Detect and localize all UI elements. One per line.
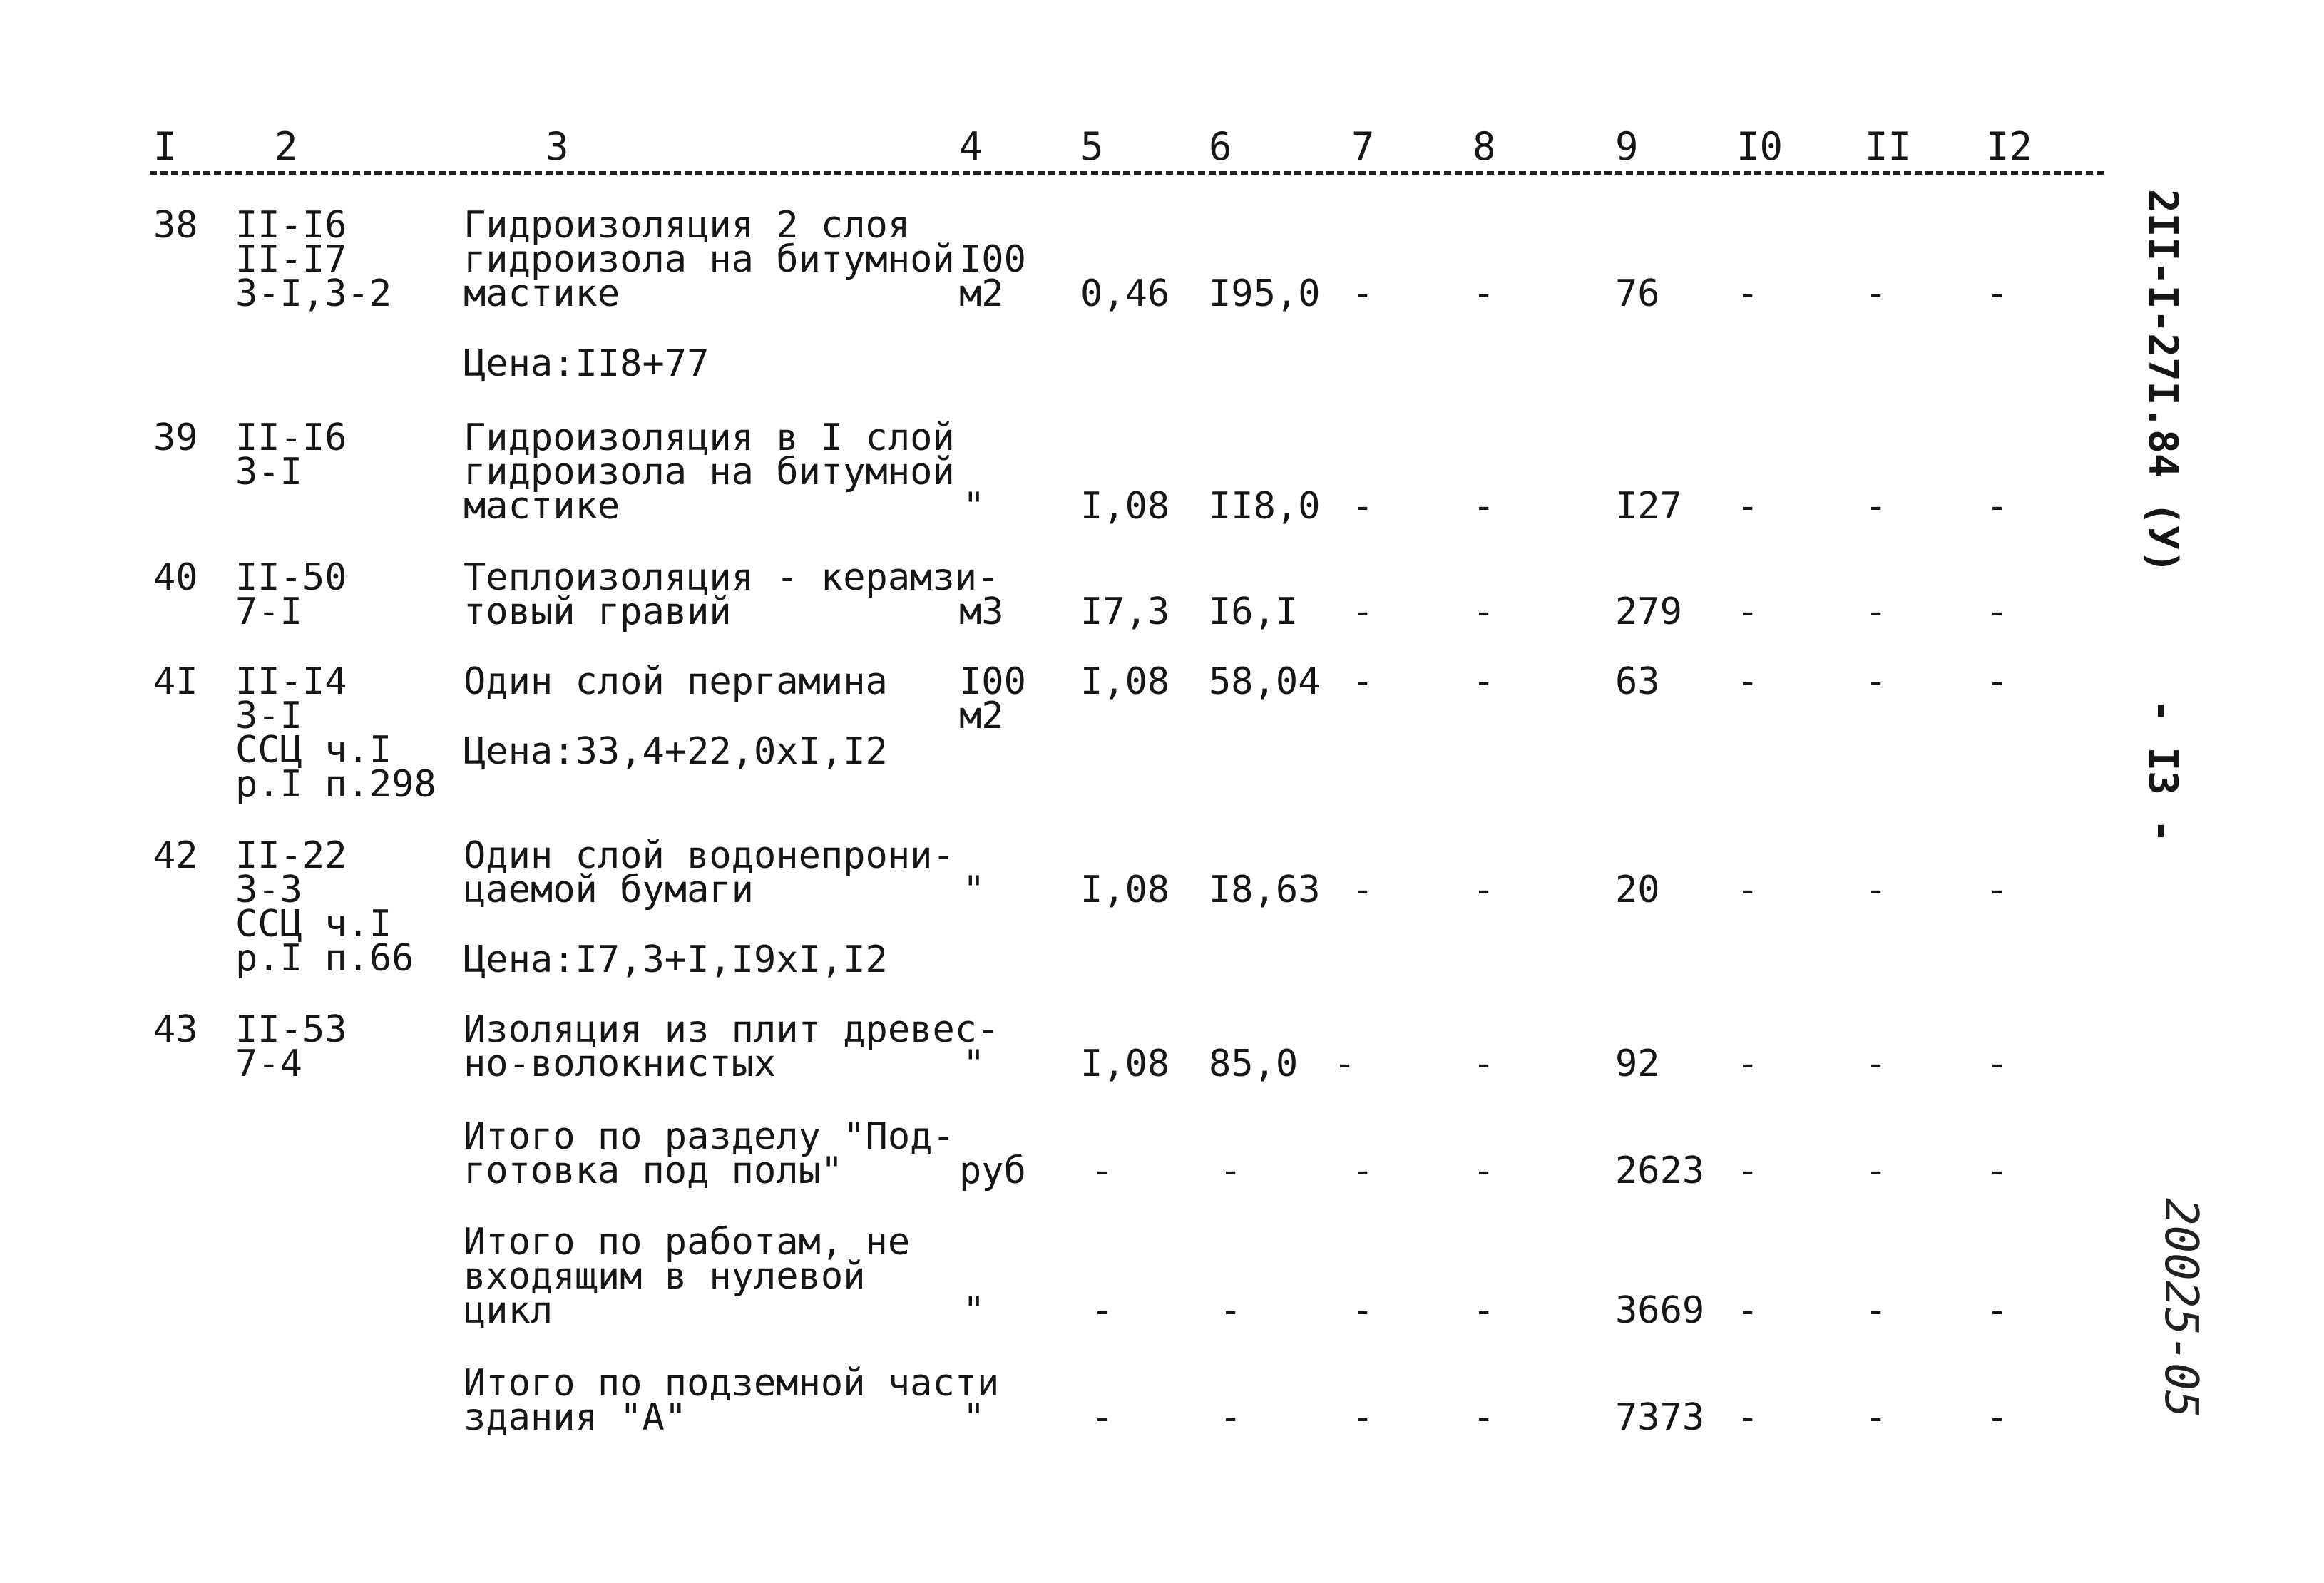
row-39-desc-2: гидроизола на битумной bbox=[464, 451, 955, 493]
row-40-c7: - bbox=[1351, 590, 1374, 633]
row-38-price: Цена:II8+77 bbox=[464, 342, 710, 385]
col-header-5: 5 bbox=[1080, 124, 1104, 169]
row-43-c7: - bbox=[1334, 1042, 1356, 1085]
total-section-unit: руб bbox=[959, 1149, 1026, 1192]
total-underground-desc-2: здания "А" bbox=[464, 1396, 687, 1439]
row-40-desc-1: Теплоизоляция - керамзи- bbox=[464, 556, 1000, 599]
row-40-code-1: II-50 bbox=[235, 556, 347, 599]
row-38-c8: - bbox=[1473, 272, 1495, 315]
row-41-c10: - bbox=[1736, 660, 1759, 703]
header-rule bbox=[150, 171, 2104, 175]
row-41-c7: - bbox=[1351, 660, 1374, 703]
row-40-c11: - bbox=[1865, 590, 1888, 633]
row-43-c11: - bbox=[1865, 1042, 1888, 1085]
row-43-num: 43 bbox=[153, 1008, 198, 1051]
row-42-c12: - bbox=[1986, 869, 2009, 911]
row-42-qty: I,08 bbox=[1080, 869, 1170, 911]
total-section-c8: - bbox=[1473, 1149, 1495, 1192]
row-39-c9: I27 bbox=[1615, 485, 1682, 528]
row-39-c8: - bbox=[1473, 485, 1495, 528]
row-39-unit: " bbox=[963, 485, 986, 528]
row-43-c9: 92 bbox=[1615, 1042, 1660, 1085]
col-header-1: I bbox=[153, 124, 177, 169]
row-39-code-1: II-I6 bbox=[235, 416, 347, 459]
row-40-c9: 279 bbox=[1615, 590, 1682, 633]
row-39-desc-3: мастике bbox=[464, 485, 620, 528]
row-41-price: Цена:33,4+22,0хI,I2 bbox=[464, 730, 888, 773]
row-41-num: 4I bbox=[153, 660, 198, 703]
row-38-desc-3: мастике bbox=[464, 272, 620, 315]
total-section-c6: - bbox=[1219, 1149, 1242, 1192]
total-section-c12: - bbox=[1986, 1149, 2009, 1192]
row-41-code-4: р.I п.298 bbox=[235, 763, 436, 806]
col-header-7: 7 bbox=[1351, 124, 1375, 169]
row-43-qty: I,08 bbox=[1080, 1042, 1170, 1085]
total-works-unit: " bbox=[963, 1289, 986, 1332]
row-40-c12: - bbox=[1986, 590, 2009, 633]
row-41-c12: - bbox=[1986, 660, 2009, 703]
row-43-c12: - bbox=[1986, 1042, 2009, 1085]
row-42-c9: 20 bbox=[1615, 869, 1660, 911]
row-39-qty: I,08 bbox=[1080, 485, 1170, 528]
row-42-num: 42 bbox=[153, 834, 198, 877]
total-section-c5: - bbox=[1091, 1149, 1114, 1192]
col-header-3: 3 bbox=[546, 124, 569, 169]
total-underground-c8: - bbox=[1473, 1396, 1495, 1439]
row-43-code-1: II-53 bbox=[235, 1008, 347, 1051]
row-38-code-2: II-I7 bbox=[235, 238, 347, 281]
row-42-c7: - bbox=[1351, 869, 1374, 911]
row-42-c8: - bbox=[1473, 869, 1495, 911]
row-39-c11: - bbox=[1865, 485, 1888, 528]
row-42-price: Цена:I7,3+I,I9хI,I2 bbox=[464, 938, 888, 981]
total-section-c7: - bbox=[1351, 1149, 1374, 1192]
row-38-code-3: 3-I,3-2 bbox=[235, 272, 392, 315]
row-38-c7: - bbox=[1351, 272, 1374, 315]
total-section-desc-2: готовка под полы" bbox=[464, 1149, 844, 1192]
row-38-unit-1: I00 bbox=[959, 238, 1026, 281]
row-41-code-3: ССЦ ч.I bbox=[235, 729, 392, 772]
row-43-c8: - bbox=[1473, 1042, 1495, 1085]
col-header-10: I0 bbox=[1736, 124, 1783, 169]
total-works-c6: - bbox=[1219, 1289, 1242, 1332]
row-41-code-1: II-I4 bbox=[235, 660, 347, 703]
total-works-c12: - bbox=[1986, 1289, 2009, 1332]
row-39-c12: - bbox=[1986, 485, 2009, 528]
total-works-c8: - bbox=[1473, 1289, 1495, 1332]
row-41-unit-2: м2 bbox=[959, 695, 1004, 737]
total-works-desc-2: входящим в нулевой bbox=[464, 1255, 866, 1298]
total-works-c9: 3669 bbox=[1615, 1289, 1705, 1332]
total-underground-c11: - bbox=[1865, 1396, 1888, 1439]
row-40-qty: I7,3 bbox=[1080, 590, 1170, 633]
col-header-2: 2 bbox=[275, 124, 298, 169]
row-39-desc-1: Гидроизоляция в I слой bbox=[464, 416, 955, 459]
row-43-desc-1: Изоляция из плит древес- bbox=[464, 1008, 1000, 1051]
row-38-qty: 0,46 bbox=[1080, 272, 1170, 315]
total-underground-c10: - bbox=[1736, 1396, 1759, 1439]
total-works-desc-1: Итого по работам, не bbox=[464, 1221, 911, 1264]
total-works-desc-3: цикл bbox=[464, 1289, 553, 1332]
row-38-c9: 76 bbox=[1615, 272, 1660, 315]
row-39-code-2: 3-I bbox=[235, 451, 302, 493]
row-42-desc-1: Один слой водонепрони- bbox=[464, 834, 955, 877]
row-41-cost: 58,04 bbox=[1209, 660, 1321, 703]
row-42-code-4: р.I п.66 bbox=[235, 937, 414, 980]
row-42-desc-2: цаемой бумаги bbox=[464, 869, 754, 911]
row-42-c11: - bbox=[1865, 869, 1888, 911]
row-38-desc-2: гидроизола на битумной bbox=[464, 238, 955, 281]
row-42-unit: " bbox=[963, 869, 986, 911]
row-38-c12: - bbox=[1986, 272, 2009, 315]
row-41-code-2: 3-I bbox=[235, 695, 302, 737]
row-41-c11: - bbox=[1865, 660, 1888, 703]
row-38-c10: - bbox=[1736, 272, 1759, 315]
row-40-cost: I6,I bbox=[1209, 590, 1299, 633]
row-38-num: 38 bbox=[153, 204, 198, 247]
row-38-c11: - bbox=[1865, 272, 1888, 315]
row-40-code-2: 7-I bbox=[235, 590, 302, 633]
row-42-code-3: ССЦ ч.I bbox=[235, 903, 392, 946]
row-39-c10: - bbox=[1736, 485, 1759, 528]
row-38-code-1: II-I6 bbox=[235, 204, 347, 247]
total-underground-c9: 7373 bbox=[1615, 1396, 1705, 1439]
total-underground-unit: " bbox=[963, 1396, 986, 1439]
col-header-8: 8 bbox=[1473, 124, 1496, 169]
row-43-code-2: 7-4 bbox=[235, 1042, 302, 1085]
row-43-unit: " bbox=[963, 1042, 986, 1085]
row-40-c10: - bbox=[1736, 590, 1759, 633]
total-works-c10: - bbox=[1736, 1289, 1759, 1332]
row-41-c8: - bbox=[1473, 660, 1495, 703]
col-header-4: 4 bbox=[959, 124, 983, 169]
row-42-code-1: II-22 bbox=[235, 834, 347, 877]
handwritten-archive-number: 20025-05 bbox=[2154, 1198, 2207, 1418]
row-41-unit-1: I00 bbox=[959, 660, 1026, 703]
row-38-unit-2: м2 bbox=[959, 272, 1004, 315]
row-43-c10: - bbox=[1736, 1042, 1759, 1085]
total-underground-c5: - bbox=[1091, 1396, 1114, 1439]
row-40-num: 40 bbox=[153, 556, 198, 599]
row-41-qty: I,08 bbox=[1080, 660, 1170, 703]
total-section-c9: 2623 bbox=[1615, 1149, 1705, 1192]
row-39-num: 39 bbox=[153, 416, 198, 459]
row-38-cost: I95,0 bbox=[1209, 272, 1321, 315]
row-41-desc-1: Один слой пергамина bbox=[464, 660, 888, 703]
row-43-cost: 85,0 bbox=[1209, 1042, 1299, 1085]
row-43-desc-2: но-волокнистых bbox=[464, 1042, 777, 1085]
page-number: - I3 - bbox=[2139, 699, 2186, 844]
row-42-c10: - bbox=[1736, 869, 1759, 911]
row-40-desc-2: товый гравий bbox=[464, 590, 732, 633]
col-header-12: I2 bbox=[1986, 124, 2033, 169]
total-works-c7: - bbox=[1351, 1289, 1374, 1332]
row-42-cost: I8,63 bbox=[1209, 869, 1321, 911]
total-works-c11: - bbox=[1865, 1289, 1888, 1332]
total-section-c10: - bbox=[1736, 1149, 1759, 1192]
row-41-c9: 63 bbox=[1615, 660, 1660, 703]
total-underground-desc-1: Итого по подземной части bbox=[464, 1362, 1000, 1405]
total-underground-c6: - bbox=[1219, 1396, 1242, 1439]
row-39-cost: II8,0 bbox=[1209, 485, 1321, 528]
total-underground-c7: - bbox=[1351, 1396, 1374, 1439]
col-header-9: 9 bbox=[1615, 124, 1639, 169]
total-section-c11: - bbox=[1865, 1149, 1888, 1192]
total-underground-c12: - bbox=[1986, 1396, 2009, 1439]
col-header-11: II bbox=[1865, 124, 1912, 169]
row-42-code-2: 3-3 bbox=[235, 869, 302, 911]
document-code: 2II-I-27I.84 (У) bbox=[2139, 189, 2186, 574]
col-header-6: 6 bbox=[1209, 124, 1232, 169]
total-section-desc-1: Итого по разделу "Под- bbox=[464, 1115, 955, 1158]
row-39-c7: - bbox=[1351, 485, 1374, 528]
row-38-desc-1: Гидроизоляция 2 слоя bbox=[464, 204, 911, 247]
row-40-unit: м3 bbox=[959, 590, 1004, 633]
total-works-c5: - bbox=[1091, 1289, 1114, 1332]
row-40-c8: - bbox=[1473, 590, 1495, 633]
